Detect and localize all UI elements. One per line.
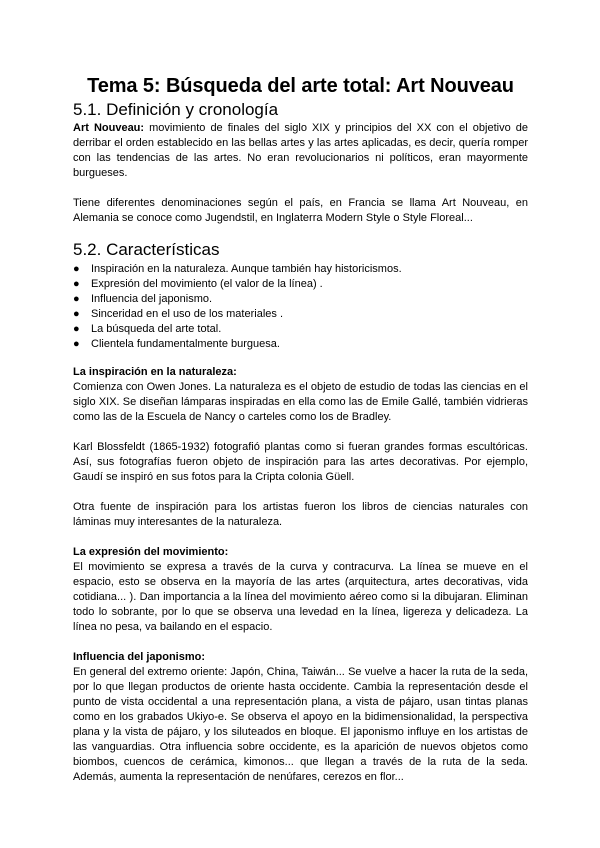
list-item: ● Expresión del movimiento (el valor de la línea) . (73, 278, 323, 290)
bullet-icon: ● (73, 308, 80, 320)
bullet-icon: ● (73, 338, 80, 350)
characteristics-list (73, 262, 528, 352)
list-item: ● La búsqueda del arte total. (73, 323, 222, 335)
definition-text: movimiento de finales del siglo XIX y principios del XX con el objetivo de derribar el orden establecido en las bellas artes y las artes aplicadas, es decir, quería romper con las tendencias de las artes. No eran revolucionarios ni políticos, eran mayormente burgueses. (73, 122, 529, 179)
definition-term: Art Nouveau: (73, 122, 145, 134)
movimiento-paragraph: El movimiento se expresa a través de la curva y contracurva. La línea se mueve en el espacio, esto se observa en la mayoría de las artes (arquitectura, artes decorativas, vida cotidiana... ). Dan importancia a la línea del movimiento aéreo como si la dibujaran. Eliminan todo lo sobrante, por lo que se observa una levedad en la línea, ligereza y delicadeza. La línea no pesa, va bailando en el espacio. (73, 561, 528, 633)
list-item: ● Sinceridad en el uso de los materiales . (73, 308, 283, 320)
bullet-icon: ● (73, 278, 80, 290)
list-item: ● Clientela fundamentalmente burguesa. (73, 338, 280, 350)
list-item: ● Influencia del japonismo. (73, 293, 213, 305)
section-heading-definicion: 5.1. Definición y cronología (73, 100, 279, 119)
naturaleza-paragraph-2: Karl Blossfeldt (1865-1932) fotografió plantas como si fueran grandes formas escultóricas. Así, sus fotografías fueron objeto de inspiración para las artes decorativas. Por ejemplo, Gaudí se inspiró en sus fotos para la Cripta colonia Güell. (73, 441, 528, 483)
definition-paragraph (73, 121, 528, 181)
bullet-icon: ● (73, 323, 80, 335)
naturaleza-paragraph-3: Otra fuente de inspiración para los artistas fueron los libros de ciencias naturales con láminas muy interesantes de la naturaleza. (73, 501, 528, 528)
list-item: ● Inspiración en la naturaleza. Aunque también hay historicismos. (73, 263, 402, 275)
document-title: Tema 5: Búsqueda del arte total: Art Nouveau (87, 75, 514, 97)
subheading-japonismo: Influencia del japonismo: (73, 651, 206, 663)
bullet-icon: ● (73, 293, 80, 305)
bullet-icon: ● (73, 263, 80, 275)
section-heading-caracteristicas: 5.2. Características (73, 240, 220, 259)
denominations-paragraph: Tiene diferentes denominaciones según el país, en Francia se llama Art Nouveau, en Alemania se conoce como Jugendstil, en Inglaterra Modern Style o Style Floreal... (73, 197, 528, 224)
naturaleza-paragraph-1: Comienza con Owen Jones. La naturaleza es el objeto de estudio de todas las ciencias en el siglo XIX. Se diseñan lámparas inspiradas en ella como las de Emile Gallé, también vidrieras como las de la Escuela de Nancy o carteles como los de Bradley. (73, 381, 528, 423)
japonismo-paragraph: En general del extremo oriente: Japón, China, Taiwán... Se vuelve a hacer la ruta de la seda, por lo que llegan productos de oriente hasta occidente. Cambia la representación desde el punto de vista occidental a una representación plana, a vista de pájaro, usan tintas planas como en los grabados Ukiyo-e. Se observa el apoyo en la bidimensionalidad, la perspectiva plana y la vista de pájaro, y los siluteados en bloque. El japonismo influye en los artistas de las vanguardias. Otra influencia sobre occidente, es la aparición de nuevos objetos como biombos, cuencos de cerámica, kimonos... que llegan a través de la ruta de la seda. Además, aumenta la representación de nenúfares, cerezos en flor... (73, 666, 528, 783)
subheading-movimiento: La expresión del movimiento: (73, 546, 229, 558)
subheading-naturaleza: La inspiración en la naturaleza: (73, 366, 237, 378)
